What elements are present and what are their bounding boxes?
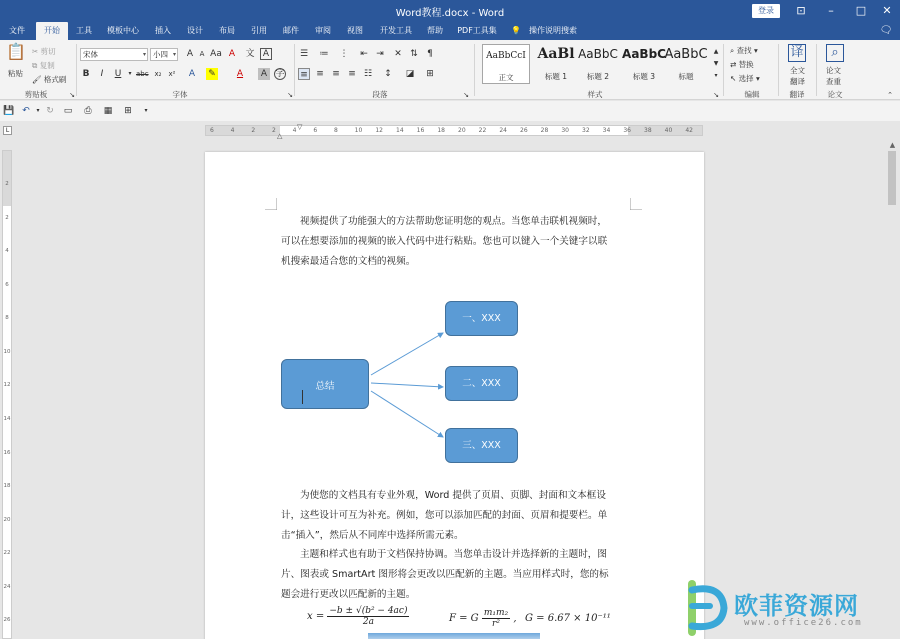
style-sample: AaBl <box>537 46 575 62</box>
group-separator <box>816 44 817 96</box>
font-launcher-icon[interactable]: ↘ <box>287 91 293 99</box>
ruler-tick-label: 4 <box>5 248 9 255</box>
cut-label: 剪切 <box>40 47 56 56</box>
underline-icon[interactable]: U <box>114 69 122 79</box>
fraction-numerator: m₁m₂ <box>483 608 509 618</box>
align-left-icon[interactable]: ≡ <box>298 68 310 80</box>
text-line: 机搜索最适合您的文档的视频。 <box>281 256 416 267</box>
smartart-diagram[interactable] <box>277 297 527 469</box>
style-heading-3[interactable] <box>620 44 668 84</box>
site-watermark <box>668 580 900 639</box>
lightbulb-icon: 💡 <box>511 26 521 35</box>
ruler-tick-label: 4 <box>292 127 297 134</box>
replace-button[interactable]: ⇄ 替换 <box>730 60 754 69</box>
save-icon[interactable]: 💾 <box>3 106 15 116</box>
borders-icon[interactable]: ⊞ <box>426 69 434 79</box>
ruler-tick-label: 4 <box>230 127 235 134</box>
ruler-tick-label: 18 <box>3 483 11 490</box>
maximize-icon[interactable]: □ <box>855 4 867 17</box>
translate-line2[interactable]: 翻译 <box>790 77 805 86</box>
cut-button[interactable]: ✂ 剪切 <box>32 47 56 56</box>
ruler-tick-label: 26 <box>520 127 528 134</box>
strikethrough-icon[interactable]: abc <box>136 70 149 78</box>
styles-scroll-up-icon[interactable]: ▲ <box>713 48 719 55</box>
style-sample: AaBbC <box>578 47 618 61</box>
change-case-icon[interactable]: Aa <box>210 49 222 59</box>
phonetic-guide-icon[interactable]: 文 <box>245 49 255 59</box>
tab-pdf-tools[interactable]: PDF工具集 <box>457 26 497 35</box>
hanging-indent-icon[interactable]: △ <box>277 132 283 140</box>
tab-file[interactable]: 文件 <box>9 26 25 35</box>
ruler-tick-label: 24 <box>3 583 11 590</box>
style-heading-1[interactable] <box>532 44 580 84</box>
font-group-label: 字体 <box>172 90 188 99</box>
ruler-tick-label: 6 <box>210 127 214 134</box>
style-sample: AaBbC <box>664 47 708 62</box>
paste-button[interactable]: 粘贴 <box>8 69 23 78</box>
superscript-icon[interactable]: x² <box>168 70 176 78</box>
ruler-tick-label: 2 <box>5 181 9 187</box>
ruler-tick-label: 12 <box>375 127 383 134</box>
style-sample: AaBbC <box>622 47 666 61</box>
font-size-value: 小四 <box>153 50 168 59</box>
ribbon-display-icon[interactable]: ⊡ <box>796 4 806 17</box>
enclose-char-icon[interactable]: 字 <box>275 69 285 79</box>
styles-scroll-down-icon[interactable]: ▼ <box>713 60 719 67</box>
ruler-tick-label: 32 <box>582 127 590 134</box>
paper-check-icon[interactable]: ⌕ <box>826 44 844 62</box>
clipboard-group-label: 剪贴板 <box>24 90 48 99</box>
font-color-icon[interactable]: A <box>236 69 244 79</box>
vertical-scrollbar[interactable] <box>885 139 900 639</box>
ruler-tick-label: 38 <box>644 127 652 134</box>
text-line: 击“插入”，然后从不同库中选择所需元素。 <box>281 530 464 541</box>
ruler-tick-label: 14 <box>3 416 11 422</box>
inline-image[interactable] <box>368 633 540 639</box>
clear-format-icon[interactable]: A <box>228 49 236 59</box>
find-button[interactable]: ⌕ 查找 ▾ <box>730 46 758 55</box>
format-painter-button[interactable]: 🖌 格式刷 <box>32 75 67 84</box>
crop-mark <box>265 198 277 210</box>
underline-dropdown-icon[interactable]: ▾ <box>128 70 132 77</box>
fraction-numerator: −b ± √(b² − 4ac) <box>329 606 408 616</box>
fraction-denominator: r² <box>492 619 500 629</box>
print-preview-icon[interactable]: ⎙ <box>84 106 92 116</box>
ruler-tick-label: 22 <box>3 550 11 557</box>
justify-icon[interactable]: ≡ <box>348 69 356 79</box>
crop-mark <box>630 198 642 210</box>
style-name: 标题 3 <box>632 72 656 81</box>
ruler-tick-label: 26 <box>3 617 11 624</box>
ruler-tick-label: 34 <box>602 127 611 134</box>
chevron-down-icon: ▾ <box>172 51 176 58</box>
ruler-tick-label: 2 <box>5 214 9 221</box>
ruler-tick-label: 28 <box>540 127 549 134</box>
align-center-icon[interactable]: ≡ <box>316 69 324 79</box>
paper-line1[interactable]: 论文 <box>826 66 841 75</box>
group-separator <box>474 44 475 96</box>
tab-tools[interactable]: 工具 <box>76 26 92 35</box>
title-bar <box>0 0 900 22</box>
menu-bar <box>0 22 900 40</box>
copy-label: 复制 <box>39 61 55 70</box>
ruler-tick-label: 6 <box>5 281 9 288</box>
tab-design[interactable]: 设计 <box>187 26 203 35</box>
ribbon <box>0 40 900 100</box>
watermark-logo-icon <box>678 580 730 636</box>
text-effects-icon[interactable]: A <box>188 69 196 79</box>
translate-group-label: 翻译 <box>789 90 805 99</box>
style-heading-2[interactable] <box>574 44 622 84</box>
scroll-up-icon[interactable]: ▲ <box>889 141 896 149</box>
login-button[interactable]: 登录 <box>752 4 780 18</box>
undo-dropdown-icon[interactable]: ▾ <box>36 107 40 114</box>
select-label: 选择 <box>738 74 754 83</box>
diagram-child-node-3[interactable] <box>445 428 518 463</box>
char-border-icon[interactable]: A <box>260 48 272 60</box>
styles-more-icon[interactable]: ▾ <box>714 72 718 79</box>
paragraph-2[interactable] <box>281 486 626 546</box>
text-cursor <box>302 390 303 404</box>
tab-template-center[interactable]: 模板中心 <box>107 26 139 35</box>
paper-group-label: 论文 <box>827 90 843 99</box>
styles-group-label: 样式 <box>587 90 603 99</box>
multilevel-list-icon[interactable]: ⋮ <box>339 49 349 59</box>
ruler-tick-label: 20 <box>3 516 11 523</box>
ruler-row <box>0 121 900 139</box>
equation-lhs: F = G <box>449 613 479 624</box>
text-line: 题会进行更改以匹配新的主题。 <box>281 589 416 600</box>
ruler-tick-label: 24 <box>499 127 507 134</box>
bold-icon[interactable]: B <box>82 69 90 79</box>
ruler-tick-label: 40 <box>664 127 673 134</box>
text-line: 为使您的文档具有专业外观，Word 提供了页眉、页脚、封面和文本框设 <box>300 490 606 501</box>
sort-icon[interactable]: ⇅ <box>410 49 418 59</box>
ruler-tick-label: 2 <box>272 127 276 134</box>
equation-constant[interactable]: G = 6.67 × 10⁻¹¹ <box>525 613 611 624</box>
translate-line1[interactable]: 全文 <box>790 66 805 75</box>
vertical-ruler[interactable] <box>2 150 12 639</box>
select-button[interactable]: ↖ 选择 ▾ <box>730 74 760 83</box>
group-separator <box>778 44 779 96</box>
close-icon[interactable]: ✕ <box>882 4 892 17</box>
window-title: Word教程.docx - Word <box>395 8 505 19</box>
align-right-icon[interactable]: ≡ <box>332 69 340 79</box>
comment-icon[interactable]: 🗨 <box>879 25 893 36</box>
ruler-tick-label: 8 <box>334 127 338 134</box>
style-name: 标题 <box>678 72 694 81</box>
ruler-tick-label: 10 <box>3 348 11 355</box>
paper-line2[interactable]: 查重 <box>826 77 841 86</box>
text-line: 主题和样式也有助于文档保持协调。当您单击设计并选择新的主题时，图 <box>300 549 607 560</box>
ruler-tick-label: 42 <box>685 127 693 134</box>
tell-me-search[interactable]: 操作说明搜索 <box>529 26 577 35</box>
equation-gravity[interactable] <box>449 608 517 629</box>
connector-line <box>371 383 443 387</box>
equation-separator: , <box>513 613 517 624</box>
show-marks-icon[interactable]: ¶ <box>427 49 433 59</box>
group-separator <box>294 44 295 96</box>
customize-qat-icon[interactable]: ▾ <box>144 107 148 114</box>
ruler-tick-label: 16 <box>3 449 11 456</box>
ruler-tick-label: 14 <box>396 127 404 134</box>
decrease-indent-icon[interactable]: ⇤ <box>360 49 368 59</box>
ruler-left-margin <box>206 126 280 135</box>
node-label: 三、XXX <box>462 440 501 451</box>
watermark-text: 欧菲资源网 <box>734 592 859 620</box>
document-page[interactable] <box>205 152 704 639</box>
touch-mode-icon[interactable]: ⊞ <box>124 106 132 116</box>
numbering-icon[interactable]: ≔ <box>319 49 329 59</box>
tab-mailings[interactable]: 邮件 <box>283 26 299 35</box>
chevron-down-icon: ▾ <box>142 51 146 58</box>
find-label: 查找 <box>736 46 752 55</box>
diagram-child-node-2[interactable] <box>445 366 518 401</box>
ruler-tick-label: 6 <box>313 127 318 134</box>
shrink-font-icon[interactable]: A <box>199 50 205 58</box>
node-label: 总结 <box>315 381 335 392</box>
diagram-child-node-1[interactable] <box>445 301 518 336</box>
scroll-thumb[interactable] <box>888 151 896 205</box>
tab-help[interactable]: 帮助 <box>427 26 443 35</box>
translate-icon[interactable]: 译 <box>788 44 806 62</box>
tab-stop-selector[interactable]: L <box>3 126 12 135</box>
quick-access-toolbar <box>0 101 900 121</box>
connector-line <box>371 391 443 437</box>
group-separator <box>76 44 77 96</box>
layout-icon[interactable]: ▭ <box>63 106 73 116</box>
horizontal-ruler[interactable] <box>205 123 703 140</box>
bullets-icon[interactable]: ☰ <box>299 49 309 59</box>
tab-review[interactable]: 审阅 <box>315 26 331 35</box>
style-normal[interactable] <box>482 44 530 84</box>
char-shading-icon[interactable]: A <box>258 68 270 80</box>
styles-launcher-icon[interactable]: ↘ <box>713 91 719 99</box>
fraction <box>327 606 409 627</box>
style-title[interactable] <box>662 44 710 84</box>
font-size-combo[interactable] <box>150 48 178 61</box>
fraction-denominator: 2a <box>362 617 374 627</box>
italic-icon[interactable]: I <box>100 69 104 79</box>
fraction <box>482 608 510 629</box>
ruler-tick-label: 20 <box>458 127 466 134</box>
table-icon[interactable]: ▦ <box>103 106 113 116</box>
ruler-tick-label: 16 <box>416 127 425 134</box>
subscript-icon[interactable]: x₂ <box>154 70 162 78</box>
line-spacing-icon[interactable]: ↕ <box>384 69 392 79</box>
replace-label: 替换 <box>738 60 754 69</box>
diagram-root-node[interactable] <box>281 359 369 409</box>
tab-references[interactable]: 引用 <box>251 26 267 35</box>
redo-icon[interactable]: ↻ <box>46 106 54 116</box>
tab-developer[interactable]: 开发工具 <box>380 26 412 35</box>
ruler-tick-label: 30 <box>561 127 569 134</box>
group-separator <box>723 44 724 96</box>
paragraph-1[interactable] <box>281 212 626 272</box>
watermark-url: www.office26.com <box>744 618 863 628</box>
style-name: 标题 2 <box>586 72 610 81</box>
ruler-top-margin <box>3 151 11 206</box>
editing-group-label: 编辑 <box>744 90 760 99</box>
ruler-tick-label: 36 <box>623 127 631 134</box>
ruler-tick-label: 10 <box>354 127 363 134</box>
connector-line <box>371 333 443 375</box>
paragraph-group-label: 段落 <box>372 90 388 99</box>
format-painter-label: 格式刷 <box>43 75 67 84</box>
tab-home[interactable]: 开始 <box>36 22 68 40</box>
text-line: 视频提供了功能强大的方法帮助您证明您的观点。当您单击联机视频时， <box>300 216 607 227</box>
collapse-ribbon-icon[interactable]: ⌃ <box>887 91 893 99</box>
tab-insert[interactable]: 插入 <box>155 26 171 35</box>
font-name-value: 宋体 <box>83 50 98 59</box>
text-line: 片、图表或 SmartArt 图形将会更改以匹配新的主题。当应用样式时，您的标 <box>281 569 609 580</box>
indent-marker-icon[interactable]: ▽ <box>297 123 303 131</box>
tab-layout[interactable]: 布局 <box>219 26 235 35</box>
equation-lhs: x = <box>307 611 325 622</box>
equation-quadratic[interactable] <box>307 606 409 627</box>
ruler-tick-label: 2 <box>251 127 256 134</box>
paragraph-3[interactable] <box>281 545 626 605</box>
style-name: 标题 1 <box>544 72 568 81</box>
clipboard-launcher-icon[interactable]: ↘ <box>69 91 75 99</box>
minimize-icon[interactable]: – <box>828 4 834 17</box>
paste-icon[interactable]: 📋 <box>6 42 26 61</box>
copy-button[interactable]: ⧉ 复制 <box>32 61 55 70</box>
ruler-tick-label: 22 <box>478 127 487 134</box>
ruler-tick-label: 8 <box>5 315 9 322</box>
ruler-tick-label: 18 <box>437 127 445 134</box>
undo-icon[interactable]: ↶ <box>22 106 30 116</box>
increase-indent-icon[interactable]: ⇥ <box>376 49 384 59</box>
shading-icon[interactable]: ◪ <box>405 69 415 79</box>
style-name: 正文 <box>498 73 514 82</box>
text-line: 可以在想要添加的视频的嵌入代码中进行粘贴。您也可以键入一个关键字以联 <box>281 236 608 247</box>
font-name-combo[interactable] <box>80 48 148 61</box>
style-sample: AaBbCcI <box>486 51 526 61</box>
ruler-tick-label: 12 <box>3 382 11 389</box>
node-label: 一、XXX <box>462 313 501 324</box>
node-label: 二、XXX <box>462 378 501 389</box>
distributed-icon[interactable]: ☷ <box>363 69 373 79</box>
highlight-icon[interactable]: ✎ <box>206 68 218 80</box>
paragraph-launcher-icon[interactable]: ↘ <box>463 91 469 99</box>
text-line: 计，这些设计可互为补充。例如，您可以添加匹配的封面、页眉和提要栏。单 <box>281 510 608 521</box>
chinese-layout-icon[interactable]: ✕ <box>394 49 402 59</box>
grow-font-icon[interactable]: A <box>186 49 194 59</box>
tab-view[interactable]: 视图 <box>347 26 363 35</box>
